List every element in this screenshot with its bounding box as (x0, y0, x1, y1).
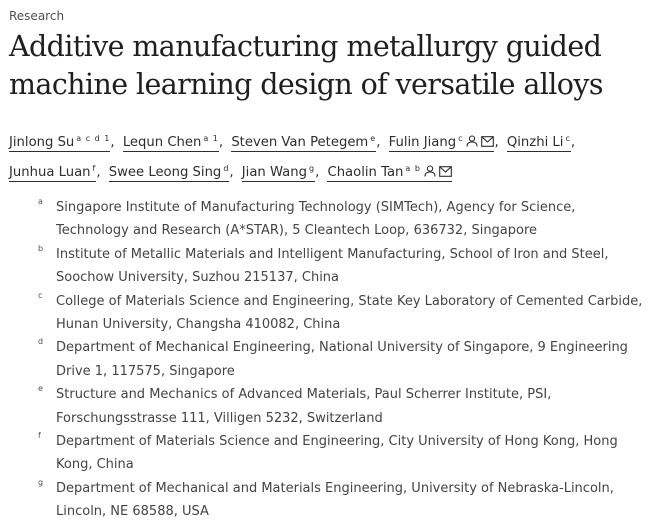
author-link[interactable] (389, 135, 495, 152)
author-separator: , (218, 135, 224, 150)
author-separator: , (229, 165, 234, 180)
affiliation-text: Singapore Institute of Manufacturing Technology (SIMTech), Agency for Science, Technology and Research (A*STAR), 5 Cleantech Loop, 636732, Singapore (56, 200, 576, 239)
affiliation-marker: a c d 1 (76, 134, 111, 143)
affiliation-marker: d (223, 164, 230, 173)
affiliation-text: Department of Mechanical and Materials Engineering, University of Nebraska-Lincoln, Lincoln, NE 68588, USA (56, 480, 614, 520)
author-name: Jian Wang (241, 165, 307, 180)
author-separator: , (570, 135, 576, 150)
author-separator: , (96, 165, 101, 180)
affiliation-text: Structure and Mechanics of Advanced Materials, Paul Scherrer Institute, PSI, Forschungsstrasse 111, Villigen 5232, Switzerland (56, 387, 552, 426)
affiliation-item (38, 196, 646, 243)
author-link[interactable] (9, 135, 110, 152)
affiliation-item (38, 383, 646, 430)
author-link[interactable] (9, 165, 96, 182)
affiliation-marker: c (565, 134, 571, 143)
affiliation-item (38, 477, 646, 524)
author-name: Qinzhi Li (506, 135, 564, 150)
author-name: Lequn Chen (122, 135, 202, 150)
affiliation-letter: d (38, 337, 44, 347)
author-name: Jinlong Su (9, 135, 75, 150)
affiliation-letter: g (38, 477, 44, 487)
author-link[interactable] (242, 165, 315, 182)
person-icon[interactable] (424, 161, 436, 186)
affiliation-marker: a 1 (203, 134, 219, 143)
affiliation-list (38, 196, 646, 524)
author-link[interactable] (231, 135, 376, 152)
affiliation-item (38, 336, 646, 383)
affiliation-item (38, 430, 646, 477)
author-name: Swee Leong Sing (108, 165, 222, 180)
author-link[interactable] (327, 165, 451, 182)
affiliation-marker: a b (405, 164, 421, 173)
affiliation-marker: g (309, 164, 316, 173)
author-link[interactable] (507, 135, 571, 152)
person-icon[interactable] (466, 131, 478, 156)
affiliation-letter: a (38, 197, 43, 206)
author-name: Junhua Luan (9, 165, 91, 180)
author-link[interactable] (123, 135, 219, 152)
mail-icon[interactable] (439, 161, 452, 186)
author-name: Fulin Jiang (388, 135, 457, 150)
author-separator: , (315, 165, 320, 180)
article-type-label: Research (9, 9, 65, 23)
affiliation-marker: f (92, 164, 97, 173)
paper-title: Additive manufacturing metallurgy guided machine learning design of versatile alloys (9, 30, 603, 101)
affiliation-text: Institute of Metallic Materials and Intelligent Manufacturing, School of Iron and Steel, Soochow University, Suzhou 215137, China (56, 246, 609, 286)
affiliation-text: Department of Materials Science and Engineering, City University of Hong Kong, Hong Kong, China (56, 434, 618, 473)
author-name: Chaolin Tan (327, 165, 404, 180)
author-separator: , (494, 135, 499, 150)
affiliation-letter: f (38, 431, 41, 441)
author-link[interactable] (109, 165, 230, 182)
affiliation-text: College of Materials Science and Engineering, State Key Laboratory of Cemented Carbide, Hunan University, Changsha 410082, China (56, 293, 643, 333)
affiliation-text: Department of Mechanical Engineering, National University of Singapore, 9 Engineering Drive 1, 117575, Singapore (56, 340, 628, 379)
affiliation-letter: c (38, 290, 43, 300)
author-name: Steven Van Petegem (231, 135, 369, 150)
author-list (9, 126, 645, 186)
affiliation-marker: c (458, 134, 464, 143)
affiliation-item (38, 243, 646, 290)
mail-icon[interactable] (481, 131, 494, 156)
affiliation-item (38, 290, 646, 337)
author-separator: , (376, 135, 381, 150)
affiliation-letter: b (38, 243, 44, 253)
affiliation-letter: e (38, 384, 43, 394)
affiliation-marker: e (370, 134, 377, 143)
author-separator: , (110, 135, 115, 150)
